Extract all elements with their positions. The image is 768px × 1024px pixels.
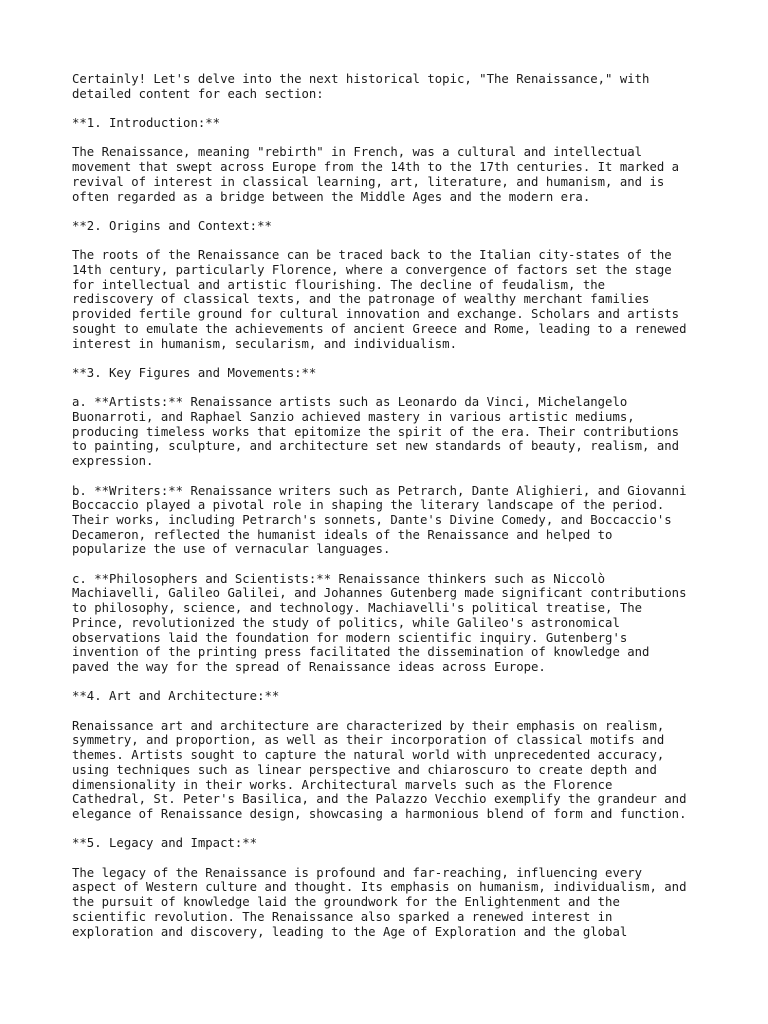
origins-paragraph: The roots of the Renaissance can be traced back to the Italian city-states of the 14th century, particularly Florence, where a convergence of factors set the stage for intellectual and artistic flourishing. The decline of feudalism, the rediscovery of classical texts, and the patronage of wealthy merchant families provided fertile ground for cultural innovation and exchange. Scholars and artists sought to emulate the achievements of ancient Greece and Rome, leading to a renewed interest in humanism, secularism, and individualism. — [72, 248, 687, 351]
section-heading-origins: **2. Origins and Context:** — [72, 218, 272, 233]
intro-sentence: Certainly! Let's delve into the next historical topic, "The Renaissance," with detailed content for each section: — [72, 72, 650, 101]
writers-paragraph: b. **Writers:** Renaissance writers such as Petrarch, Dante Alighieri, and Giovanni Boccaccio played a pivotal role in shaping the literary landscape of the period. Their works, including Petrarch's sonnets, Dante's Divine Comedy, and Boccaccio's Decameron, reflected the humanist ideals of the Renaissance and helped to popularize the use of vernacular languages. — [72, 483, 687, 557]
document-page — [72, 72, 712, 954]
section-heading-key-figures: **3. Key Figures and Movements:** — [72, 365, 317, 380]
legacy-paragraph: The legacy of the Renaissance is profound and far-reaching, influencing every aspect of Western culture and thought. Its emphasis on humanism, individualism, and the pursuit of knowledge laid the groundwork for the Enlightenment and the scientific revolution. The Renaissance also sparked a renewed interest in exploration and discovery, leading to the Age of Exploration and the global — [72, 865, 687, 939]
section-heading-introduction: **1. Introduction:** — [72, 116, 221, 131]
section-heading-art-architecture: **4. Art and Architecture:** — [72, 689, 280, 704]
artists-paragraph: a. **Artists:** Renaissance artists such as Leonardo da Vinci, Michelangelo Buonarroti, and Raphael Sanzio achieved mastery in various artistic mediums, producing timeless works that epitomize the spirit of the era. Their contributions to painting, sculpture, and architecture set new standards of beauty, realism, and expression. — [72, 395, 680, 469]
philosophers-paragraph: c. **Philosophers and Scientists:** Renaissance thinkers such as Niccolò Machiavelli, Galileo Galilei, and Johannes Gutenberg made significant contributions to philosophy, science, and technology. Machiavelli's political treatise, The Prince, revolutionized the study of politics, while Galileo's astronomical observations laid the foundation for modern scientific inquiry. Gutenberg's invention of the printing press facilitated the dissemination of knowledge and paved the way for the spread of Renaissance ideas across Europe. — [72, 571, 687, 674]
introduction-paragraph: The Renaissance, meaning "rebirth" in French, was a cultural and intellectual movement that swept across Europe from the 14th to the 17th centuries. It marked a revival of interest in classical learning, art, literature, and humanism, and is often regarded as a bridge between the Middle Ages and the modern era. — [72, 145, 680, 204]
section-heading-legacy: **5. Legacy and Impact:** — [72, 836, 258, 851]
art-architecture-paragraph: Renaissance art and architecture are characterized by their emphasis on realism, symmetry, and proportion, as well as their incorporation of classical motifs and themes. Artists sought to capture the natural world with unprecedented accuracy, using techniques such as linear perspective and chiaroscuro to create depth and dimensionality in their works. Architectural marvels such as the Florence Cathedral, St. Peter's Basilica, and the Palazzo Vecchio exemplify the grandeur and elegance of Renaissance design, showcasing a harmonious blend of form and function. — [72, 718, 687, 821]
